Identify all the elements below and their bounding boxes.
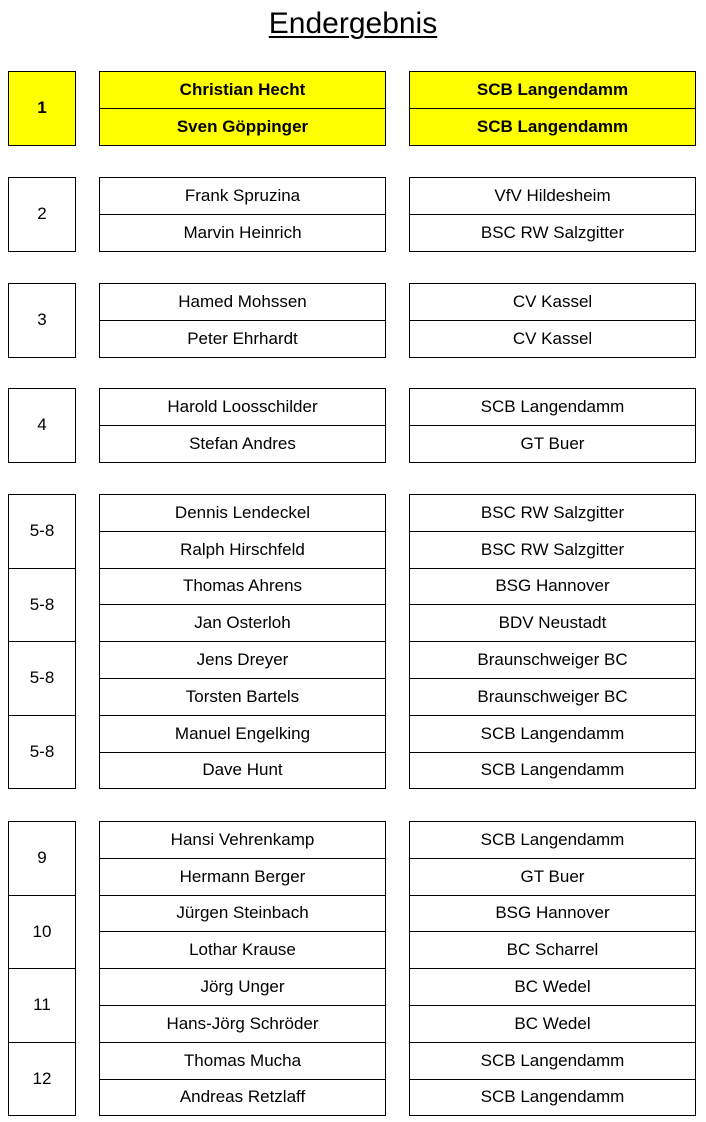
player-name: Torsten Bartels xyxy=(99,678,386,716)
club-name: BC Wedel xyxy=(409,1005,696,1043)
player-name: Jörg Unger xyxy=(99,968,386,1006)
player-name: Dennis Lendeckel xyxy=(99,494,386,532)
club-name: GT Buer xyxy=(409,858,696,896)
player-name: Manuel Engelking xyxy=(99,715,386,753)
player-name: Hermann Berger xyxy=(99,858,386,896)
club-name: SCB Langendamm xyxy=(409,1079,696,1117)
club-name: BC Scharrel xyxy=(409,931,696,969)
player-name: Sven Göppinger xyxy=(99,108,386,146)
rank-cell: 5-8 xyxy=(8,494,76,569)
rank-cell: 11 xyxy=(8,968,76,1043)
player-name: Jan Osterloh xyxy=(99,604,386,642)
player-name: Hansi Vehrenkamp xyxy=(99,821,386,859)
player-name: Christian Hecht xyxy=(99,71,386,109)
club-name: BSG Hannover xyxy=(409,895,696,933)
club-name: SCB Langendamm xyxy=(409,752,696,790)
rank-cell: 12 xyxy=(8,1042,76,1117)
club-name: VfV Hildesheim xyxy=(409,177,696,215)
rank-cell: 3 xyxy=(8,283,76,358)
rank-cell: 5-8 xyxy=(8,568,76,643)
player-name: Frank Spruzina xyxy=(99,177,386,215)
club-name: Braunschweiger BC xyxy=(409,678,696,716)
rank-cell: 10 xyxy=(8,895,76,970)
club-name: SCB Langendamm xyxy=(409,71,696,109)
club-name: BC Wedel xyxy=(409,968,696,1006)
club-name: BSC RW Salzgitter xyxy=(409,214,696,252)
page-title: Endergebnis xyxy=(268,7,438,40)
club-name: CV Kassel xyxy=(409,320,696,358)
player-name: Jürgen Steinbach xyxy=(99,895,386,933)
club-name: BSG Hannover xyxy=(409,568,696,606)
player-name: Jens Dreyer xyxy=(99,641,386,679)
player-name: Stefan Andres xyxy=(99,425,386,463)
player-name: Hans-Jörg Schröder xyxy=(99,1005,386,1043)
club-name: SCB Langendamm xyxy=(409,1042,696,1080)
club-name: SCB Langendamm xyxy=(409,108,696,146)
club-name: BDV Neustadt xyxy=(409,604,696,642)
club-name: SCB Langendamm xyxy=(409,821,696,859)
rank-cell: 2 xyxy=(8,177,76,252)
player-name: Peter Ehrhardt xyxy=(99,320,386,358)
rank-cell: 5-8 xyxy=(8,641,76,716)
rank-cell: 5-8 xyxy=(8,715,76,790)
player-name: Andreas Retzlaff xyxy=(99,1079,386,1117)
player-name: Harold Loosschilder xyxy=(99,388,386,426)
club-name: CV Kassel xyxy=(409,283,696,321)
club-name: BSC RW Salzgitter xyxy=(409,531,696,569)
club-name: SCB Langendamm xyxy=(409,715,696,753)
rank-cell: 9 xyxy=(8,821,76,896)
player-name: Marvin Heinrich xyxy=(99,214,386,252)
player-name: Ralph Hirschfeld xyxy=(99,531,386,569)
player-name: Thomas Ahrens xyxy=(99,568,386,606)
club-name: BSC RW Salzgitter xyxy=(409,494,696,532)
club-name: Braunschweiger BC xyxy=(409,641,696,679)
club-name: GT Buer xyxy=(409,425,696,463)
rank-cell: 1 xyxy=(8,71,76,146)
player-name: Hamed Mohssen xyxy=(99,283,386,321)
player-name: Thomas Mucha xyxy=(99,1042,386,1080)
club-name: SCB Langendamm xyxy=(409,388,696,426)
rank-cell: 4 xyxy=(8,388,76,463)
player-name: Lothar Krause xyxy=(99,931,386,969)
player-name: Dave Hunt xyxy=(99,752,386,790)
